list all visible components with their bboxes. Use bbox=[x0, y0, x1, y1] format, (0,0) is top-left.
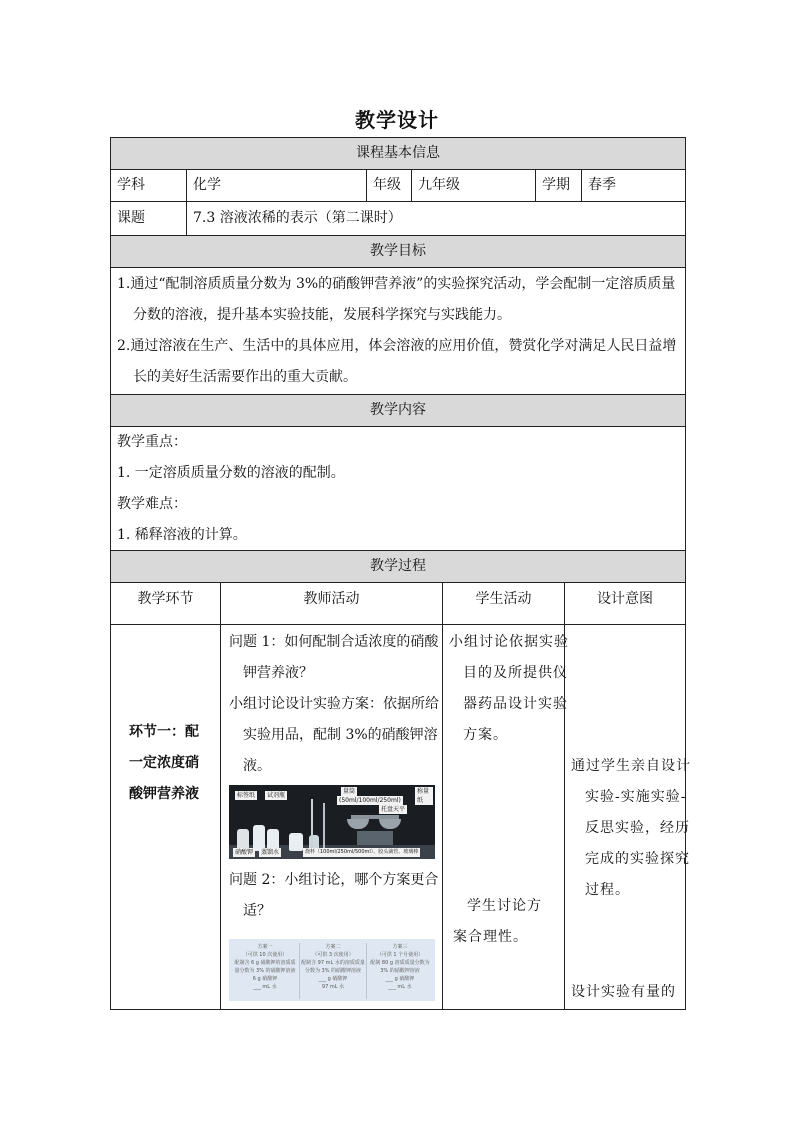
plan-column: 方案二 （可供 3 次使用） 配制含 97 mL 水的溶质质量分数为 3% 的硝酸钾溶液 ___ g 硝酸钾 97 mL 水 bbox=[299, 943, 366, 999]
process-header-row bbox=[111, 583, 685, 625]
topic-value: 7.3 溶液浓稀的表示（第二课时） bbox=[193, 210, 402, 226]
subject-value: 化学 bbox=[187, 170, 367, 201]
key-point-item: 1. 一定溶质质量分数的溶液的配制。 bbox=[117, 465, 345, 481]
plan-column: 方案一 （可供 10 次使用） 配制含 6 g 硝酸钾的溶质质量分数为 3% 的硝酸钾溶液 6 g 硝酸钾 ___ mL 水 bbox=[234, 944, 296, 990]
col-header-student: 学生活动 bbox=[443, 583, 565, 624]
difficulty-label: 教学难点： bbox=[117, 496, 187, 512]
stage-name: 环节一：配一定浓度硝酸钾营养液 bbox=[129, 724, 199, 802]
col-header-intent: 设计意图 bbox=[597, 591, 653, 607]
grade-label: 年级 bbox=[367, 170, 412, 201]
design-intent-2: 设计实验有量的 bbox=[571, 984, 676, 1000]
photo-label: (50ml/100ml/250ml) bbox=[339, 797, 401, 804]
topic-label: 课题 bbox=[111, 202, 187, 235]
key-point-label: 教学重点： bbox=[117, 434, 187, 450]
goal-item: 2.通过溶液在生产、生活中的具体应用，体会溶液的应用价值，赞赏化学对满足人民日益增长的美好生活需要作出的重大贡献。 bbox=[117, 338, 677, 385]
plans-table-image bbox=[229, 939, 435, 1001]
difficulty-item: 1. 稀释溶液的计算。 bbox=[117, 527, 247, 543]
photo-label: 试剂瓶 bbox=[267, 792, 286, 799]
basic-info-row bbox=[111, 170, 685, 202]
col-header-teacher: 教师活动 bbox=[221, 583, 443, 624]
lesson-plan-table bbox=[110, 137, 691, 1010]
section-header-process: 教学过程 bbox=[111, 551, 685, 583]
photo-label: 硝酸钾 bbox=[235, 849, 254, 856]
section-header-basic-info: 课程基本信息 bbox=[111, 138, 685, 170]
photo-label: 托盘天平 bbox=[381, 806, 406, 813]
photo-label: 蒸馏水 bbox=[261, 849, 280, 856]
teacher-question-2: 问题 2：小组讨论，哪个方案更合适？ bbox=[229, 872, 439, 919]
teacher-question-1: 问题 1：如何配制合适浓度的硝酸钾营养液？ bbox=[229, 634, 439, 681]
document-title: 教学设计 bbox=[355, 108, 439, 132]
photo-label: 烧杯（100ml/250ml/500ml）、胶头滴管、玻璃棒 bbox=[305, 849, 419, 855]
grade-value: 九年级 bbox=[412, 170, 536, 201]
student-activity-2: 学生讨论方案合理性。 bbox=[453, 898, 542, 945]
design-intent-1: 通过学生亲自设计实验-实施实验-反思实验，经历完成的实验探究过程。 bbox=[571, 758, 691, 898]
col-header-stage: 教学环节 bbox=[111, 583, 221, 624]
content-cell bbox=[111, 427, 685, 551]
photo-label: 称量纸 bbox=[415, 787, 433, 805]
topic-row bbox=[111, 202, 685, 236]
plan-column: 方案三 （可供 1 个月使用） 配制 80 g 溶质质量分数为 3% 的硝酸钾溶液 ___ g 硝酸钾 ___ mL 水 bbox=[366, 943, 433, 999]
process-stage-row bbox=[111, 625, 691, 1009]
term-label: 学期 bbox=[536, 170, 582, 201]
goal-item: 1.通过“配制溶质质量分数为 3%的硝酸钾营养液”的实验探究活动，学会配制一定溶质质量分数的溶液，提升基本实验技能，发展科学探究与实践能力。 bbox=[117, 276, 676, 323]
student-activity-1: 小组讨论依据实验目的及所提供仪器药品设计实验方案。 bbox=[449, 634, 569, 743]
photo-label: 量筒 bbox=[343, 788, 356, 795]
photo-label: 标签纸 bbox=[237, 792, 256, 799]
lab-equipment-photo bbox=[229, 785, 435, 859]
term-value: 春季 bbox=[588, 177, 616, 193]
section-header-goals: 教学目标 bbox=[111, 236, 685, 268]
subject-label: 学科 bbox=[111, 170, 187, 201]
goals-cell bbox=[111, 268, 685, 395]
teacher-task: 小组讨论设计实验方案：依据所给实验用品，配制 3%的硝酸钾溶液。 bbox=[229, 696, 439, 774]
section-header-content: 教学内容 bbox=[111, 395, 685, 427]
